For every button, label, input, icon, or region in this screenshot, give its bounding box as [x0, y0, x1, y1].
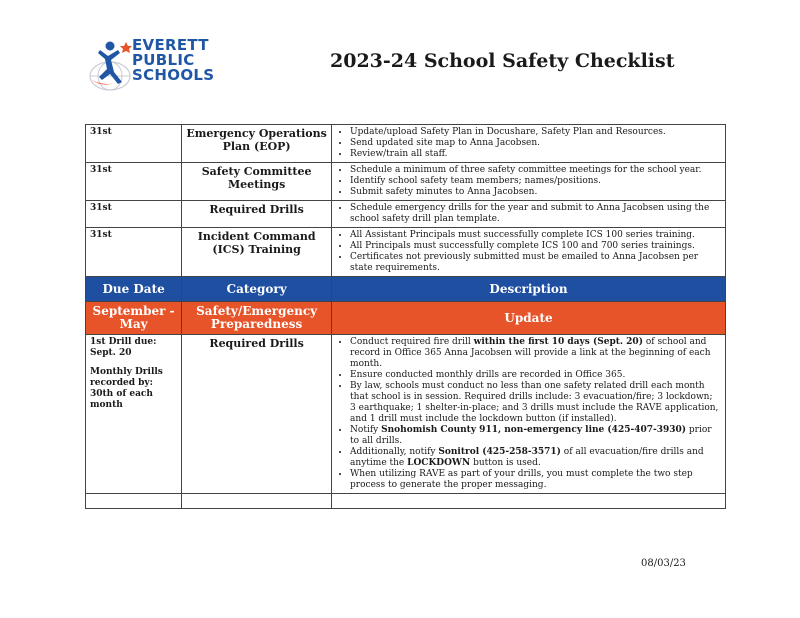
list-item: • By law, schools must conduct no less than one safety related drill each month that school is in session. Required drills include: 3 evacuation/fire; 3 lockdown; 3 earthquake; 1 shelter-in-place; and 3 drills must include the RAVE application, and 1 drill must include the lockdown button (if installed).	[350, 381, 721, 425]
list-item: • Conduct required fire drill within the first 10 days (Sept. 20) of school and record in Office 365 Anna Jacobsen will provide a link at the beginning of each month.	[350, 337, 721, 370]
list-item: • All Assistant Principals must successfully complete ICS 100 series training.	[350, 230, 721, 241]
list-item: • Additionally, notify Sonitrol (425-258-3571) of all evacuation/fire drills and anytime the LOCKDOWN button is used.	[350, 447, 721, 469]
due-date-cell	[86, 335, 182, 494]
section-label: Update	[332, 302, 726, 335]
category-cell: Emergency Operations Plan (EOP)	[182, 125, 332, 163]
due-date-cell: 31st	[86, 228, 182, 277]
list-item: • All Principals must successfully complete ICS 100 and 700 series trainings.	[350, 241, 721, 252]
description-cell	[332, 125, 726, 163]
list-item: • Send updated site map to Anna Jacobsen.	[350, 138, 721, 149]
page-title: 2023-24 School Safety Checklist	[330, 50, 675, 72]
due-date-cell: 31st	[86, 201, 182, 228]
revision-date: 08/03/23	[641, 558, 686, 569]
list-item: • Certificates not previously submitted must be emailed to Anna Jacobsen per state requirements.	[350, 252, 721, 274]
category-cell: Incident Command (ICS) Training	[182, 228, 332, 277]
list-item: • Submit safety minutes to Anna Jacobsen.	[350, 187, 721, 198]
logo-wordmark	[132, 38, 214, 83]
section-period: September - May	[86, 302, 182, 335]
empty-cell	[86, 494, 182, 509]
first-drill-due: 1st Drill due: Sept. 20	[90, 337, 157, 358]
runner-logo-icon	[88, 36, 136, 98]
table-row	[86, 163, 726, 201]
list-item: • Identify school safety team members; names/positions.	[350, 176, 721, 187]
monthly-drills-due: Monthly Drills recorded by: 30th of each month	[90, 367, 163, 410]
list-item: • Schedule a minimum of three safety committee meetings for the school year.	[350, 165, 721, 176]
logo-line: EVERETT	[132, 36, 209, 54]
district-logo	[88, 36, 238, 98]
category-cell: Required Drills	[182, 335, 332, 494]
category-header: Category	[182, 277, 332, 302]
empty-cell	[332, 494, 726, 509]
table-row	[86, 228, 726, 277]
due-date-cell: 31st	[86, 125, 182, 163]
column-header-row	[86, 277, 726, 302]
list-item: • Schedule emergency drills for the year and submit to Anna Jacobsen using the school safety drill plan template.	[350, 203, 721, 225]
empty-row	[86, 494, 726, 509]
description-header: Description	[332, 277, 726, 302]
section-category: Safety/Emergency Preparedness	[182, 302, 332, 335]
due-date-cell: 31st	[86, 163, 182, 201]
list-item: • Review/train all staff.	[350, 149, 721, 160]
description-cell	[332, 201, 726, 228]
empty-cell	[182, 494, 332, 509]
logo-line: PUBLIC	[132, 51, 195, 69]
list-item: • When utilizing RAVE as part of your drills, you must complete the two step process to generate the proper messaging.	[350, 469, 721, 491]
safety-checklist-table	[85, 124, 726, 509]
table-row	[86, 335, 726, 494]
description-cell	[332, 163, 726, 201]
table-row	[86, 201, 726, 228]
category-cell: Safety Committee Meetings	[182, 163, 332, 201]
description-cell	[332, 228, 726, 277]
list-item: • Update/upload Safety Plan in Docushare, Safety Plan and Resources.	[350, 127, 721, 138]
table-row	[86, 125, 726, 163]
section-header-row	[86, 302, 726, 335]
category-cell: Required Drills	[182, 201, 332, 228]
description-cell	[332, 335, 726, 494]
list-item: • Ensure conducted monthly drills are recorded in Office 365.	[350, 370, 721, 381]
logo-line: SCHOOLS	[132, 66, 215, 84]
list-item: • Notify Snohomish County 911, non-emergency line (425-407-3930) prior to all drills.	[350, 425, 721, 447]
due-date-header: Due Date	[86, 277, 182, 302]
